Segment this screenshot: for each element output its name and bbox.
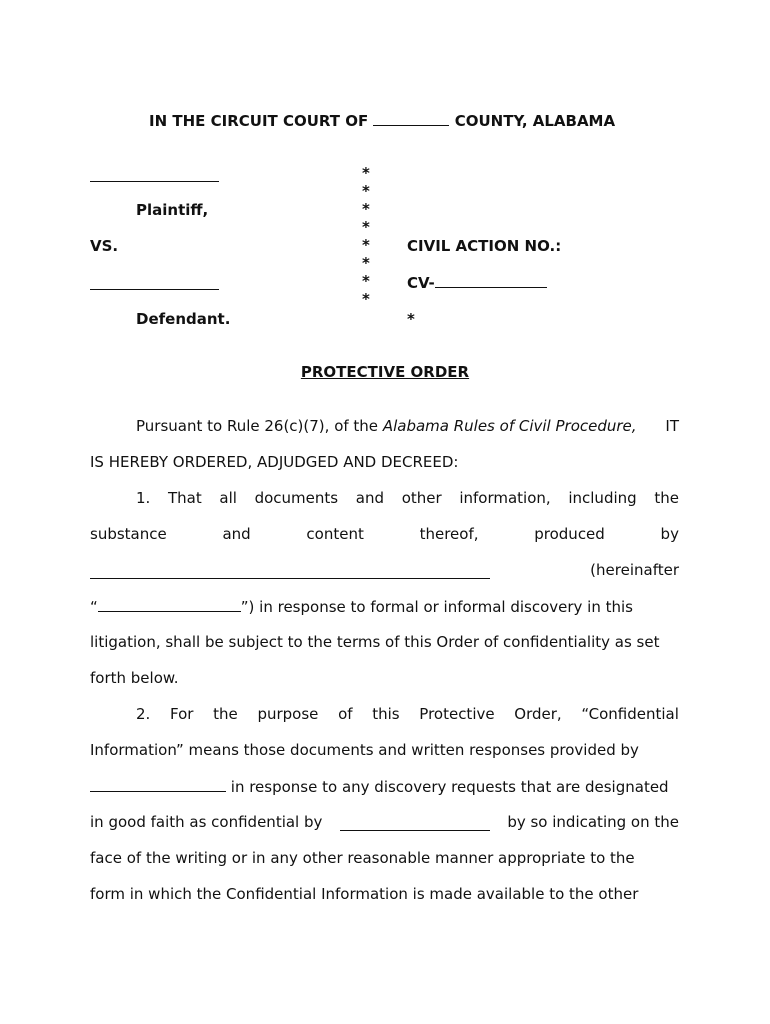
- p2-line-5: face of the writing or in any other reasonable manner appropriate to the: [90, 849, 635, 867]
- p1-word: the: [654, 489, 679, 507]
- producing-party-blank-2: [90, 777, 226, 792]
- p1-line-2: [90, 525, 679, 543]
- p1-line-3: [90, 561, 679, 579]
- designating-party-blank: [340, 816, 490, 831]
- p1-word: produced: [534, 525, 605, 543]
- p1-line-4-text: ”) in response to formal or informal discovery in this: [240, 598, 633, 616]
- intro-text-b: IT: [665, 417, 679, 435]
- caption-asterisk: *: [362, 290, 370, 308]
- p2-word: “Confidential: [581, 705, 679, 723]
- p1-word: documents: [254, 489, 339, 507]
- document-title-wrap: [0, 363, 770, 381]
- cv-prefix: CV-: [407, 274, 435, 292]
- civil-action-label: CIVIL ACTION NO.:: [407, 237, 562, 255]
- caption-asterisk: *: [362, 236, 370, 254]
- p2-word: the: [213, 705, 238, 723]
- p2-word: Protective: [419, 705, 495, 723]
- p2-word: For: [170, 705, 194, 723]
- p2-word: purpose: [257, 705, 319, 723]
- intro-line-2: IS HEREBY ORDERED, ADJUDGED AND DECREED:: [90, 453, 459, 471]
- p1-line-4: [90, 597, 679, 616]
- p1-word: other: [401, 489, 442, 507]
- p1-line-6: forth below.: [90, 669, 179, 687]
- case-number-blank: [435, 273, 547, 288]
- p1-word: content: [306, 525, 364, 543]
- p2-word: this: [372, 705, 400, 723]
- p1-word: and: [355, 489, 385, 507]
- p2-line-4-text-a: in good faith as confidential by: [90, 813, 323, 831]
- p2-word: Order,: [514, 705, 562, 723]
- p1-word: including: [568, 489, 637, 507]
- caption-asterisk: *: [362, 272, 370, 290]
- defendant-label: Defendant.: [136, 310, 231, 328]
- p1-word: 1.: [136, 489, 151, 507]
- caption-asterisk: *: [362, 182, 370, 200]
- p2-word: 2.: [136, 705, 151, 723]
- defendant-name-blank: [90, 289, 219, 290]
- case-number: [407, 273, 547, 292]
- p1-word: all: [219, 489, 237, 507]
- p2-line-4: [90, 813, 679, 831]
- plaintiff-label: Plaintiff,: [136, 201, 209, 219]
- p2-line-4-text-b: by so indicating on the: [507, 813, 679, 831]
- intro-line-1: [90, 417, 679, 435]
- caption-asterisk: *: [362, 218, 370, 236]
- court-heading-left: IN THE CIRCUIT COURT OF: [149, 112, 369, 130]
- caption-asterisk: *: [362, 164, 370, 182]
- p1-line-1: [90, 489, 679, 507]
- p2-line-3: [90, 777, 679, 796]
- court-heading-right: COUNTY, ALABAMA: [454, 112, 616, 130]
- plaintiff-name-blank: [90, 181, 219, 182]
- document-title: PROTECTIVE ORDER: [300, 363, 470, 381]
- court-heading: [149, 111, 615, 130]
- p1-word: by: [660, 525, 679, 543]
- caption-asterisk: *: [362, 200, 370, 218]
- p2-line-1: [90, 705, 679, 723]
- p2-line-3-text: in response to any discovery requests that are designated: [230, 778, 669, 796]
- caption-asterisk: *: [362, 254, 370, 272]
- vs-label: VS.: [90, 237, 119, 255]
- county-blank: [373, 111, 449, 126]
- p2-line-6: form in which the Confidential Information is made available to the other: [90, 885, 639, 903]
- p1-line-5: litigation, shall be subject to the terms of this Order of confidentiality as set: [90, 633, 660, 651]
- open-quote: “: [90, 598, 98, 616]
- producing-party-blank: [90, 564, 490, 579]
- p2-word: of: [338, 705, 353, 723]
- caption-asterisk: *: [407, 310, 415, 328]
- p1-word: information,: [459, 489, 551, 507]
- p2-line-2: Information” means those documents and written responses provided by: [90, 741, 639, 759]
- intro-text-a: Pursuant to Rule 26(c)(7), of the: [136, 417, 379, 435]
- hereinafter-text: (hereinafter: [590, 561, 679, 579]
- p1-word: substance: [90, 525, 167, 543]
- rules-citation: Alabama Rules of Civil Procedure,: [382, 417, 637, 435]
- p1-word: That: [167, 489, 202, 507]
- p1-word: and: [222, 525, 251, 543]
- p1-word: thereof,: [419, 525, 479, 543]
- short-name-blank: [98, 597, 241, 612]
